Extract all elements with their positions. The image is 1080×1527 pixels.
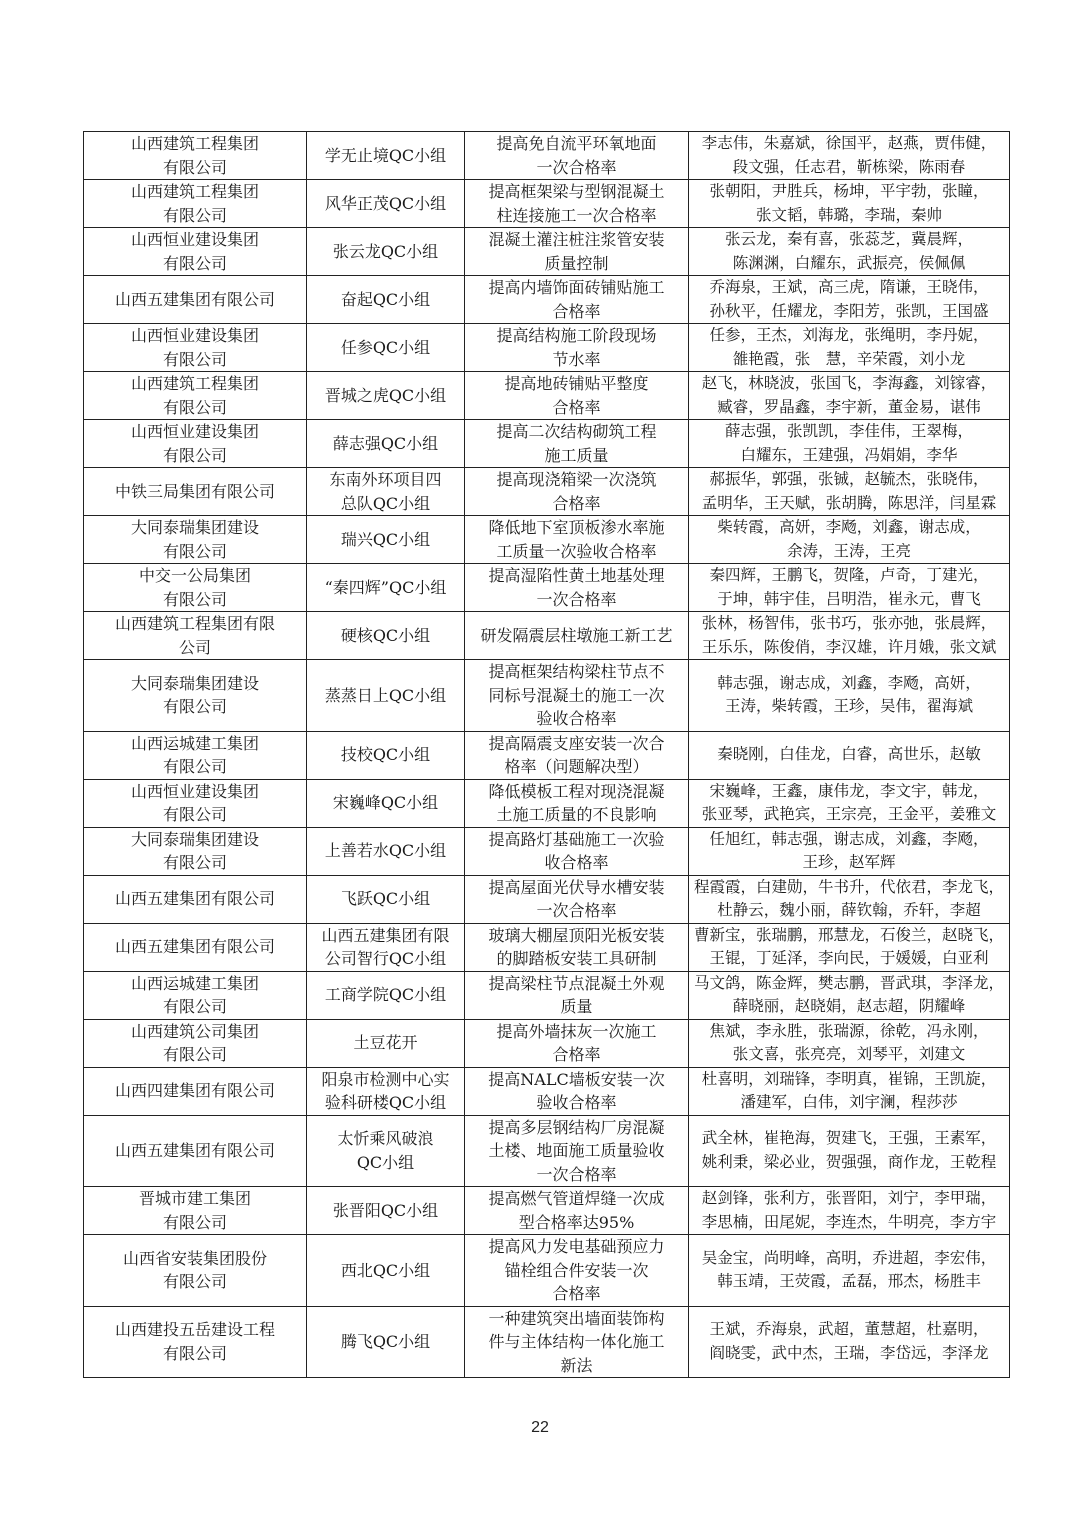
organization-cell: [84, 971, 307, 1019]
organization-cell: [84, 468, 307, 516]
organization-cell: [84, 276, 307, 324]
cell-text-line: 山西建投五岳建设工程: [114, 1320, 275, 1340]
qc-group-cell: [307, 228, 465, 276]
organization-cell: [84, 372, 307, 420]
cell-text-line: 有限公司: [162, 1272, 227, 1292]
qc-group-cell: [307, 1067, 465, 1115]
organization-cell: [84, 564, 307, 612]
organization-cell: [84, 420, 307, 468]
organization-cell: [84, 1019, 307, 1067]
cell-text-line: 提高地砖铺贴平整度: [504, 374, 649, 393]
qc-group-cell: [307, 132, 465, 180]
cell-text-line: 于坤，韩宇佳，吕明浩，崔永元，曹飞: [717, 589, 981, 608]
topic-cell: [465, 1067, 689, 1115]
cell-text-line: 有限公司: [162, 697, 227, 717]
cell-text-line: 收合格率: [544, 853, 609, 872]
cell-text-line: 提高现浇箱梁一次浇筑: [496, 470, 657, 489]
cell-text-line: QC小组: [356, 1152, 415, 1172]
cell-text-line: 公司智行QC小组: [324, 949, 447, 968]
table-row: [84, 923, 1010, 971]
cell-text-line: 飞跃QC小组: [340, 889, 431, 909]
cell-text-line: 上善若水QC小组: [324, 841, 447, 861]
members-cell: [689, 971, 1010, 1019]
topic-cell: [465, 779, 689, 827]
members-cell: [689, 372, 1010, 420]
members-cell: [689, 1067, 1010, 1115]
cell-text-line: 薛志强，张凯凯，李佳伟，王翠梅，: [724, 422, 973, 440]
cell-text-line: 型合格率达95%: [518, 1212, 635, 1232]
cell-text-line: 件与主体结构一体化施工: [488, 1332, 665, 1351]
organization-cell: [84, 779, 307, 827]
table-row: [84, 660, 1010, 732]
cell-text-line: 任参QC小组: [340, 337, 431, 357]
cell-text-line: 有限公司: [162, 349, 227, 369]
members-cell: [689, 827, 1010, 875]
cell-text-line: 锚栓组合件安装一次: [504, 1260, 649, 1280]
cell-text-line: 混凝土灌注桩注浆管安装: [488, 230, 665, 249]
cell-text-line: 提高梁柱节点混凝土外观: [488, 973, 665, 993]
cell-text-line: 任参，王杰，刘海龙，张绳明，李丹妮，: [709, 326, 989, 344]
cell-text-line: 山西五建集团有限: [321, 925, 450, 945]
cell-text-line: 提高多层钢结构厂房混凝: [488, 1117, 665, 1137]
members-cell: [689, 779, 1010, 827]
qc-group-cell: [307, 612, 465, 660]
topic-cell: [465, 660, 689, 732]
qc-group-cell: [307, 276, 465, 324]
cell-text-line: 有限公司: [162, 1045, 227, 1064]
cell-text-line: 张云龙QC小组: [332, 241, 439, 261]
organization-cell: [84, 1306, 307, 1378]
members-cell: [689, 1115, 1010, 1187]
cell-text-line: 提高框架结构梁柱节点不: [488, 662, 665, 681]
cell-text-line: 有限公司: [162, 1343, 227, 1363]
cell-text-line: 奋起QC小组: [340, 289, 431, 309]
cell-text-line: 吴金宝，尚明峰，高明，乔进超，李宏伟，: [701, 1248, 997, 1267]
cell-text-line: 有限公司: [162, 589, 227, 609]
members-cell: [689, 132, 1010, 180]
cell-text-line: 山西五建集团有限公司: [114, 937, 275, 957]
cell-text-line: 王珍，赵军辉: [802, 853, 896, 871]
qc-group-cell: [307, 180, 465, 228]
organization-cell: [84, 228, 307, 276]
members-cell: [689, 875, 1010, 923]
table-row: [84, 1235, 1010, 1307]
cell-text-line: 孙秋平，任耀龙，李阳芳，张凯，王国盛: [709, 301, 989, 320]
cell-text-line: 验科研楼QC小组: [324, 1093, 447, 1112]
organization-cell: [84, 731, 307, 779]
cell-text-line: 赵飞，林晓波，张国飞，李海鑫，刘镓睿，: [701, 374, 997, 392]
qc-table-body: [84, 132, 1010, 1378]
cell-text-line: 质量控制: [544, 253, 609, 273]
cell-text-line: 秦晓刚，白佳龙，白睿，高世乐，赵敏: [717, 745, 981, 764]
cell-text-line: 郝振华，郭强，张铖，赵毓杰，张晓伟，: [709, 470, 989, 488]
cell-text-line: 东南外环项目四: [329, 470, 442, 489]
cell-text-line: 降低地下室顶板渗水率施: [488, 518, 665, 537]
organization-cell: [84, 324, 307, 372]
cell-text-line: 孟明华，王天赋，张胡腾，陈思洋，闫星霖: [701, 493, 997, 512]
cell-text-line: 提高路灯基础施工一次验: [488, 829, 665, 849]
cell-text-line: 节水率: [552, 349, 601, 369]
qc-group-cell: [307, 420, 465, 468]
cell-text-line: 提高隔震支座安装一次合: [488, 733, 665, 753]
cell-text-line: 有限公司: [162, 1212, 227, 1232]
organization-cell: [84, 612, 307, 660]
organization-cell: [84, 1067, 307, 1115]
topic-cell: [465, 875, 689, 923]
cell-text-line: 中铁三局集团有限公司: [114, 481, 275, 501]
cell-text-line: 山西运城建工集团: [130, 733, 259, 753]
table-row: [84, 180, 1010, 228]
cell-text-line: 有限公司: [162, 853, 227, 872]
cell-text-line: 韩志强，谢志成，刘鑫，李飏，高妍，: [717, 673, 981, 692]
qc-group-cell: [307, 1115, 465, 1187]
cell-text-line: 宋巍峰QC小组: [332, 793, 439, 813]
qc-group-cell: [307, 731, 465, 779]
members-cell: [689, 660, 1010, 732]
cell-text-line: 山西五建集团有限公司: [114, 1141, 275, 1160]
members-cell: [689, 324, 1010, 372]
table-row: [84, 564, 1010, 612]
cell-text-line: 有限公司: [162, 397, 227, 417]
cell-text-line: 乔海泉，王斌，高三虎，隋谦，王晓伟，: [709, 278, 989, 296]
table-row: [84, 516, 1010, 564]
cell-text-line: 山西五建集团有限公司: [114, 289, 275, 309]
table-row: [84, 1067, 1010, 1115]
page-number: 22: [531, 1419, 549, 1436]
cell-text-line: 玻璃大棚屋顶阳光板安装: [488, 925, 665, 945]
qc-group-cell: [307, 660, 465, 732]
cell-text-line: 山西四建集团有限公司: [114, 1081, 275, 1101]
cell-text-line: 提高免自流平环氧地面: [496, 134, 657, 153]
cell-text-line: 秦四辉，王鹏飞，贺隆，卢奇，丁建光，: [709, 566, 989, 584]
cell-text-line: 张文喜，张亮亮，刘琴平，刘建文: [732, 1045, 966, 1063]
members-cell: [689, 1187, 1010, 1235]
cell-text-line: 验收合格率: [536, 1093, 617, 1112]
cell-text-line: 提高湿陷性黄土地基处理: [488, 566, 665, 585]
table-row: [84, 372, 1010, 420]
organization-cell: [84, 827, 307, 875]
members-cell: [689, 228, 1010, 276]
cell-text-line: 施工质量: [544, 445, 609, 465]
cell-text-line: 山西省安装集团股份: [122, 1248, 267, 1268]
cell-text-line: 公司: [178, 637, 211, 657]
cell-text-line: 余涛，王涛，王亮: [786, 541, 911, 560]
cell-text-line: 山西恒业建设集团: [130, 781, 259, 801]
qc-group-cell: [307, 1187, 465, 1235]
qc-group-cell: [307, 1306, 465, 1378]
topic-cell: [465, 276, 689, 324]
cell-text-line: 柱连接施工一次合格率: [496, 205, 657, 225]
qc-group-cell: [307, 875, 465, 923]
organization-cell: [84, 875, 307, 923]
table-row: [84, 1306, 1010, 1378]
cell-text-line: “秦四辉”QC小组: [324, 577, 447, 597]
cell-text-line: 中交一公局集团: [138, 566, 251, 585]
qc-group-cell: [307, 1019, 465, 1067]
cell-text-line: 格率（问题解决型）: [504, 757, 649, 776]
cell-text-line: 张朝阳，尹胜兵，杨坤，平宇勃，张瞳，: [709, 182, 989, 200]
cell-text-line: 质量: [560, 997, 593, 1016]
cell-text-line: 提高燃气管道焊缝一次成: [488, 1189, 665, 1208]
cell-text-line: 李志伟，朱嘉斌，徐国平，赵燕，贾伟健，: [701, 134, 997, 152]
cell-text-line: 提高风力发电基础预应力: [488, 1237, 665, 1256]
organization-cell: [84, 923, 307, 971]
members-cell: [689, 420, 1010, 468]
cell-text-line: 西北QC小组: [340, 1260, 431, 1280]
cell-text-line: 段文强，任志君，靳栋梁，陈雨春: [732, 157, 966, 176]
cell-text-line: 有限公司: [162, 541, 227, 561]
qc-group-cell: [307, 1235, 465, 1307]
members-cell: [689, 516, 1010, 564]
topic-cell: [465, 324, 689, 372]
table-row: [84, 1187, 1010, 1235]
cell-text-line: 一种建筑突出墙面装饰构: [488, 1308, 665, 1328]
cell-text-line: 蒸蒸日上QC小组: [324, 685, 447, 705]
qc-group-cell: [307, 971, 465, 1019]
cell-text-line: 王乐乐，陈俊俏，李汉雄，许月娥，张文斌: [701, 637, 997, 656]
qc-group-cell: [307, 564, 465, 612]
cell-text-line: 山西建筑公司集团: [130, 1021, 259, 1041]
cell-text-line: 王涛，柴转霞，王珍，吴伟，翟海斌: [724, 697, 973, 716]
cell-text-line: 大同泰瑞集团建设: [130, 829, 259, 849]
cell-text-line: 瑞兴QC小组: [340, 529, 431, 549]
cell-text-line: 总队QC小组: [340, 493, 431, 513]
cell-text-line: 有限公司: [162, 445, 227, 465]
topic-cell: [465, 1019, 689, 1067]
cell-text-line: 韩玉靖，王荧霞，孟磊，邢杰，杨胜丰: [717, 1272, 981, 1291]
organization-cell: [84, 180, 307, 228]
cell-text-line: 潘建军，白伟，刘宇澜，程莎莎: [740, 1093, 958, 1111]
cell-text-line: 杜喜明，刘瑞锋，李明真，崔锦，王凯旋，: [701, 1069, 997, 1088]
table-row: [84, 228, 1010, 276]
topic-cell: [465, 564, 689, 612]
cell-text-line: 赵剑锋，张利方，张晋阳，刘宁，李甲瑞，: [701, 1189, 997, 1207]
cell-text-line: 宋巍峰，王鑫，康伟龙，李文宇，韩龙，: [709, 781, 989, 800]
organization-cell: [84, 1235, 307, 1307]
cell-text-line: 山西建筑工程集团: [130, 374, 259, 393]
cell-text-line: 杜静云，魏小丽，薛钦翰，乔轩，李超: [717, 901, 981, 919]
cell-text-line: 验收合格率: [536, 709, 617, 728]
members-cell: [689, 923, 1010, 971]
cell-text-line: 臧睿，罗晶鑫，李宇新，董金易，谌伟: [717, 397, 981, 416]
cell-text-line: 腾飞QC小组: [340, 1332, 431, 1351]
members-cell: [689, 1019, 1010, 1067]
cell-text-line: 山西运城建工集团: [130, 973, 259, 993]
cell-text-line: 风华正茂QC小组: [324, 193, 447, 213]
members-cell: [689, 1235, 1010, 1307]
cell-text-line: 薛晓丽，赵晓娟，赵志超，阴耀峰: [732, 997, 966, 1015]
cell-text-line: 雒艳霞，张 慧，辛荣霞，刘小龙: [732, 349, 966, 368]
members-cell: [689, 276, 1010, 324]
cell-text-line: 张晋阳QC小组: [332, 1200, 439, 1220]
cell-text-line: 工质量一次验收合格率: [496, 541, 657, 561]
cell-text-line: 姚利秉，梁必业，贺强强，商作龙，王乾程: [701, 1152, 997, 1171]
cell-text-line: 柴转霞，高妍，李飏，刘鑫，谢志成，: [717, 518, 981, 536]
table-row: [84, 731, 1010, 779]
cell-text-line: 张亚琴，武艳宾，王宗亮，王金平，姜雅文: [701, 805, 997, 823]
cell-text-line: 阎晓雯，武中杰，王瑞，李岱远，李泽龙: [709, 1343, 989, 1362]
cell-text-line: 阳泉市检测中心实: [321, 1069, 450, 1089]
cell-text-line: 有限公司: [162, 157, 227, 177]
organization-cell: [84, 1187, 307, 1235]
table-row: [84, 827, 1010, 875]
topic-cell: [465, 468, 689, 516]
cell-text-line: 太忻乘风破浪: [337, 1129, 434, 1149]
cell-text-line: 提高内墙饰面砖铺贴施工: [488, 278, 665, 297]
cell-text-line: 学无止境QC小组: [324, 145, 447, 165]
cell-text-line: 任旭红，韩志强，谢志成，刘鑫，李飏，: [709, 829, 989, 848]
cell-text-line: 白耀东，王建强，冯娟娟，李华: [740, 445, 958, 464]
qc-group-cell: [307, 779, 465, 827]
cell-text-line: 张云龙，秦有喜，张蕊芝，冀晨辉，: [724, 230, 973, 248]
members-cell: [689, 731, 1010, 779]
topic-cell: [465, 971, 689, 1019]
cell-text-line: 马文鸽，陈金辉，樊志鹏，晋武琪，李泽龙，: [693, 973, 1004, 992]
topic-cell: [465, 1235, 689, 1307]
cell-text-line: 提高框架梁与型钢混凝土: [488, 182, 665, 201]
cell-text-line: 程霞霞，白建勋，牛书升，代依君，李龙飞，: [693, 877, 1004, 896]
cell-text-line: 土豆花开: [353, 1033, 418, 1053]
table-row: [84, 276, 1010, 324]
table-row: [84, 468, 1010, 516]
table-row: [84, 1019, 1010, 1067]
topic-cell: [465, 612, 689, 660]
cell-text-line: 晋城之虎QC小组: [324, 385, 447, 405]
cell-text-line: 陈渊渊，白耀东，武振亮，侯佩佩: [732, 253, 966, 272]
organization-cell: [84, 1115, 307, 1187]
qc-group-cell: [307, 923, 465, 971]
table-row: [84, 779, 1010, 827]
cell-text-line: 降低模板工程对现浇混凝: [488, 781, 665, 801]
cell-text-line: 薛志强QC小组: [332, 433, 439, 453]
qc-group-cell: [307, 827, 465, 875]
cell-text-line: 曹新宝，张瑞鹏，邢慧龙，石俊兰，赵晓飞，: [693, 925, 1004, 944]
cell-text-line: 土施工质量的不良影响: [496, 805, 657, 824]
cell-text-line: 合格率: [552, 301, 601, 321]
cell-text-line: 有限公司: [162, 253, 227, 273]
cell-text-line: 一次合格率: [536, 589, 617, 609]
cell-text-line: 大同泰瑞集团建设: [130, 518, 259, 537]
organization-cell: [84, 132, 307, 180]
cell-text-line: 焦斌，李永胜，张瑞源，徐乾，冯永刚，: [709, 1021, 989, 1040]
cell-text-line: 合格率: [552, 493, 601, 513]
qc-group-cell: [307, 372, 465, 420]
cell-text-line: 大同泰瑞集团建设: [130, 673, 259, 693]
members-cell: [689, 180, 1010, 228]
cell-text-line: 合格率: [552, 397, 601, 417]
cell-text-line: 有限公司: [162, 805, 227, 824]
cell-text-line: 提高NALC墙板安装一次: [488, 1069, 665, 1089]
topic-cell: [465, 132, 689, 180]
cell-text-line: 山西建筑工程集团有限: [114, 614, 275, 633]
members-cell: [689, 612, 1010, 660]
cell-text-line: 技校QC小组: [340, 745, 431, 765]
members-cell: [689, 1306, 1010, 1378]
table-row: [84, 420, 1010, 468]
members-cell: [689, 468, 1010, 516]
cell-text-line: 一次合格率: [536, 1164, 617, 1184]
table-row: [84, 132, 1010, 180]
cell-text-line: 研发隔震层柱墩施工新工艺: [480, 625, 673, 645]
qc-group-cell: [307, 516, 465, 564]
cell-text-line: 张文韬，韩璐，李瑞，秦帅: [755, 205, 942, 224]
cell-text-line: 新法: [560, 1355, 593, 1375]
table-row: [84, 1115, 1010, 1187]
table-row: [84, 612, 1010, 660]
cell-text-line: 晋城市建工集团: [138, 1189, 251, 1208]
cell-text-line: 合格率: [552, 1045, 601, 1064]
cell-text-line: 山西恒业建设集团: [130, 326, 259, 345]
cell-text-line: 有限公司: [162, 997, 227, 1016]
cell-text-line: 武全林，崔艳海，贺建飞，王强，王素军，: [701, 1129, 997, 1148]
cell-text-line: 提高外墙抹灰一次施工: [496, 1021, 657, 1041]
cell-text-line: 工商学院QC小组: [324, 985, 447, 1005]
cell-text-line: 王斌，乔海泉，武超，董慧超，杜嘉明，: [709, 1320, 989, 1339]
topic-cell: [465, 1306, 689, 1378]
cell-text-line: 有限公司: [162, 757, 227, 776]
cell-text-line: 合格率: [552, 1284, 601, 1303]
qc-group-cell: [307, 324, 465, 372]
topic-cell: [465, 1187, 689, 1235]
members-cell: [689, 564, 1010, 612]
topic-cell: [465, 923, 689, 971]
organization-cell: [84, 660, 307, 732]
topic-cell: [465, 516, 689, 564]
cell-text-line: 山西恒业建设集团: [130, 422, 259, 441]
cell-text-line: 一次合格率: [536, 157, 617, 177]
cell-text-line: 一次合格率: [536, 901, 617, 920]
cell-text-line: 土楼、地面施工质量验收: [488, 1141, 665, 1160]
topic-cell: [465, 372, 689, 420]
qc-group-cell: [307, 468, 465, 516]
cell-text-line: 有限公司: [162, 205, 227, 225]
topic-cell: [465, 1115, 689, 1187]
cell-text-line: 提高屋面光伏导水槽安装: [488, 877, 665, 897]
topic-cell: [465, 827, 689, 875]
table-row: [84, 875, 1010, 923]
cell-text-line: 李思楠，田尾妮，李连杰，牛明亮，李方宇: [701, 1212, 997, 1231]
cell-text-line: 张林，杨智伟，张书巧，张亦弛，张晨辉，: [701, 614, 997, 632]
qc-awards-table: [83, 131, 1010, 1378]
cell-text-line: 山西五建集团有限公司: [114, 889, 275, 909]
cell-text-line: 王锟，丁延泽，李向民，于媛媛，白亚利: [709, 949, 989, 967]
topic-cell: [465, 180, 689, 228]
table-row: [84, 324, 1010, 372]
topic-cell: [465, 731, 689, 779]
table-row: [84, 971, 1010, 1019]
topic-cell: [465, 420, 689, 468]
cell-text-line: 山西恒业建设集团: [130, 230, 259, 249]
organization-cell: [84, 516, 307, 564]
cell-text-line: 山西建筑工程集团: [130, 134, 259, 153]
cell-text-line: 硬核QC小组: [340, 625, 431, 645]
cell-text-line: 提高二次结构砌筑工程: [496, 422, 657, 441]
cell-text-line: 山西建筑工程集团: [130, 182, 259, 201]
cell-text-line: 同标号混凝土的施工一次: [488, 685, 665, 705]
cell-text-line: 的脚踏板安装工具研制: [496, 949, 657, 968]
cell-text-line: 提高结构施工阶段现场: [496, 326, 657, 345]
topic-cell: [465, 228, 689, 276]
